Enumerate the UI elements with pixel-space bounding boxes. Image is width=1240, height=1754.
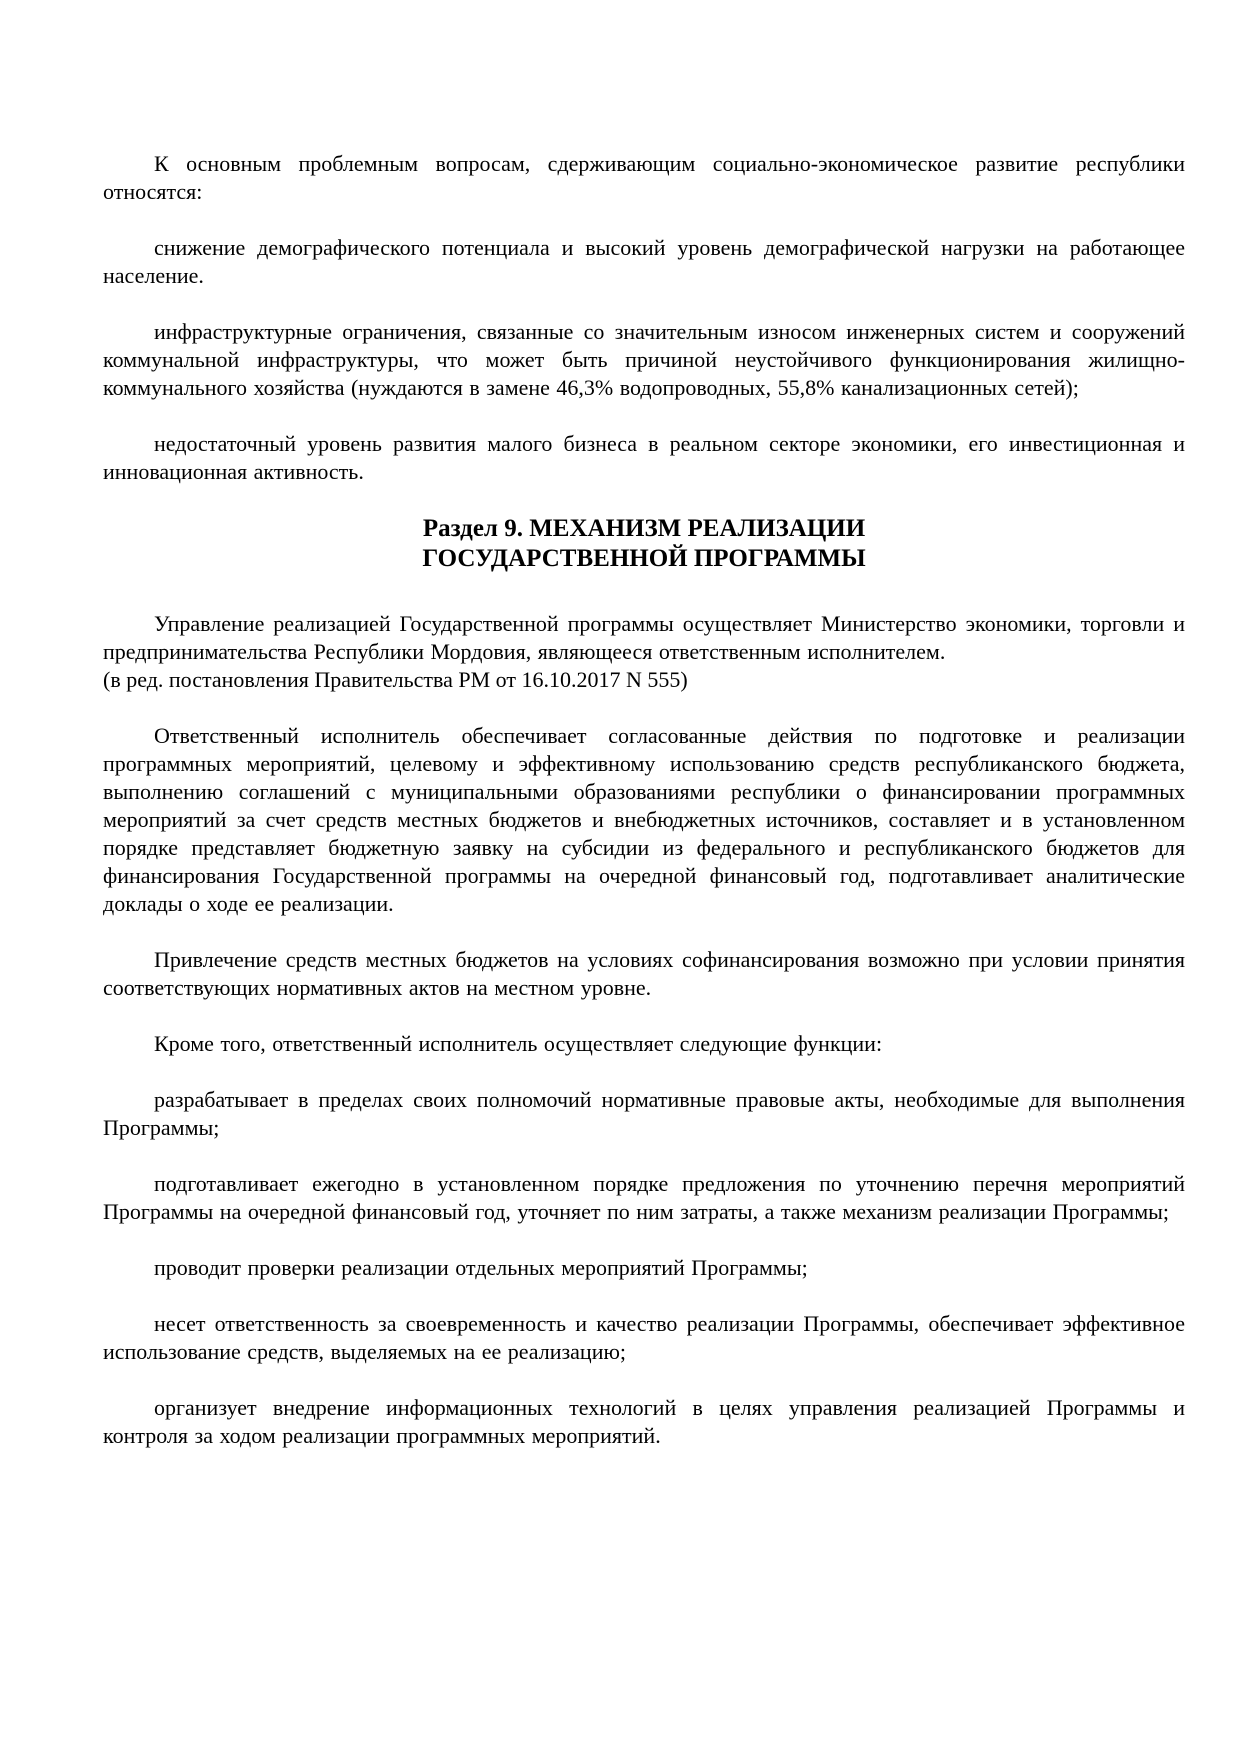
paragraph-develops-acts: разрабатывает в пределах своих полномочий нормативные правовые акты, необходимые для выполнения Программы; xyxy=(103,1087,1185,1140)
paragraph-problem-intro: К основным проблемным вопросам, сдерживающим социально-экономическое развитие республики относятся: xyxy=(103,151,1185,204)
paragraph-small-business: недостаточный уровень развития малого бизнеса в реальном секторе экономики, его инвестиционная и инновационная активность. xyxy=(103,431,1185,484)
paragraph-responsibility: несет ответственность за своевременность и качество реализации Программы, обеспечивает эффективное использование средств, выделяемых на ее реализацию; xyxy=(103,1311,1185,1364)
paragraph-responsible-executor: Ответственный исполнитель обеспечивает согласованные действия по подготовке и реализации программных мероприятий, целевому и эффективному использованию средств республиканского бюджета, выполнению соглашений с муниципальными образованиями республики о финансировании программных мероприятий за счет средств местных бюджетов и внебюджетных источников, составляет и в установленном порядке представляет бюджетную заявку на субсидии из федерального и республиканского бюджетов для финансирования Государственной программы на очередной финансовый год, подготавливает аналитические доклады о ходе ее реализации. xyxy=(103,723,1185,916)
paragraph-local-budgets: Привлечение средств местных бюджетов на условиях софинансирования возможно при условии принятия соответствующих нормативных актов на местном уровне. xyxy=(103,947,1185,1000)
paragraph-prepares-proposals: подготавливает ежегодно в установленном порядке предложения по уточнению перечня мероприятий Программы на очередной финансовый год, уточняет по ним затраты, а также механизм реализации Программы; xyxy=(103,1171,1185,1224)
paragraph-infrastructure: инфраструктурные ограничения, связанные со значительным износом инженерных систем и сооружений коммунальной инфраструктуры, что может быть причиной неустойчивого функционирования жилищно-коммунального хозяйства (нуждаются в замене 46,3% водопроводных, 55,8% канализационных сетей); xyxy=(103,319,1185,400)
paragraph-functions-intro: Кроме того, ответственный исполнитель осуществляет следующие функции: xyxy=(154,1031,883,1056)
paragraph-demographic: снижение демографического потенциала и высокий уровень демографической нагрузки на работающее население. xyxy=(103,235,1185,288)
amendment-note: (в ред. постановления Правительства РМ от 16.10.2017 N 555) xyxy=(103,667,688,692)
paragraph-management: Управление реализацией Государственной программы осуществляет Министерство экономики, торговли и предпринимательства Республики Мордовия, являющееся ответственным исполнителем. xyxy=(103,611,1185,664)
section-heading-line2: ГОСУДАРСТВЕННОЙ ПРОГРАММЫ xyxy=(422,545,866,572)
section-heading xyxy=(103,514,1185,574)
section-heading-line1: Раздел 9. МЕХАНИЗМ РЕАЛИЗАЦИИ xyxy=(422,515,866,542)
paragraph-conducts-checks: проводит проверки реализации отдельных мероприятий Программы; xyxy=(154,1255,808,1280)
paragraph-information-technologies: организует внедрение информационных технологий в целях управления реализацией Программы и контроля за ходом реализации программных мероприятий. xyxy=(103,1395,1185,1448)
